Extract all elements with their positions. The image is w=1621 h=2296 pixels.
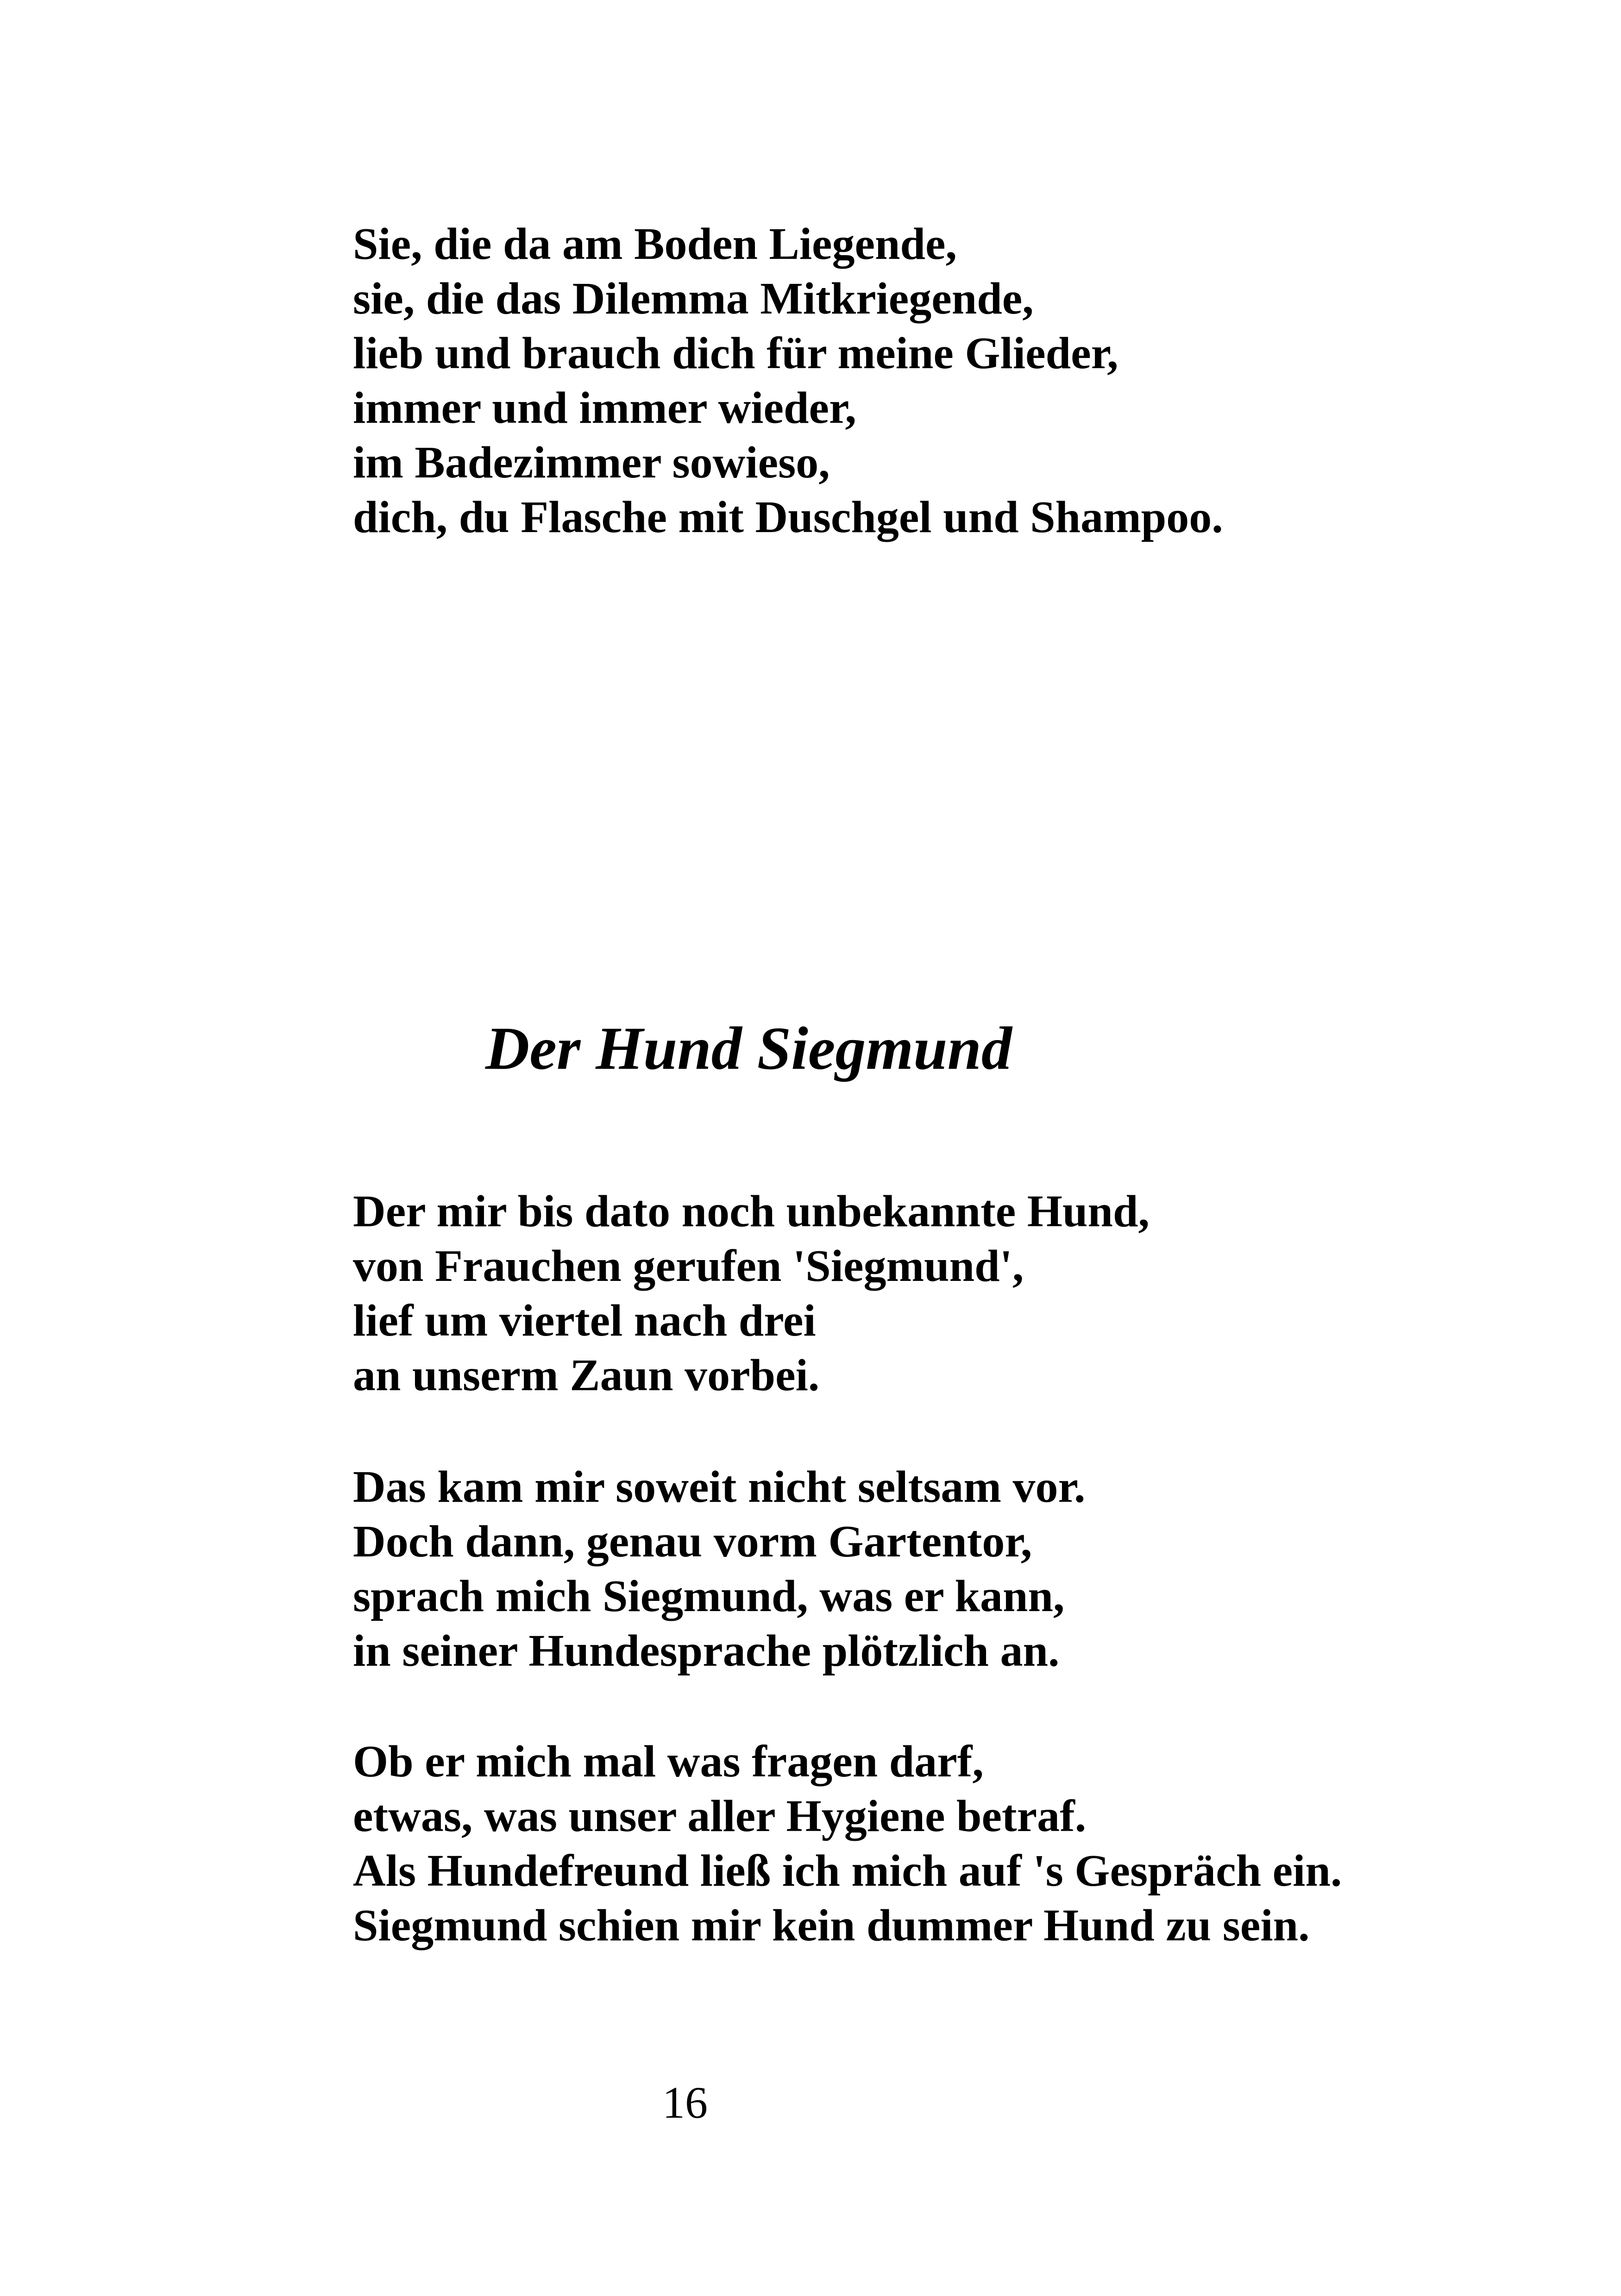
poem-line: Ob er mich mal was fragen darf,: [353, 1737, 984, 1787]
poem-line: lieb und brauch dich für meine Glieder,: [353, 328, 1118, 378]
poem-line: lief um viertel nach drei: [353, 1296, 816, 1346]
poem-line: von Frauchen gerufen 'Siegmund',: [353, 1241, 1024, 1291]
poem-line: Als Hundefreund ließ ich mich auf 's Gespräch ein.: [353, 1846, 1342, 1896]
poem-line: im Badezimmer sowieso,: [353, 438, 830, 488]
poem-line: Siegmund schien mir kein dummer Hund zu sein.: [353, 1901, 1310, 1951]
poem-stanza: [353, 1184, 1150, 1403]
poem-line: etwas, was unser aller Hygiene betraf.: [353, 1791, 1087, 1841]
poem-line: Das kam mir soweit nicht seltsam vor.: [353, 1462, 1086, 1512]
poem-line: an unserm Zaun vorbei.: [353, 1350, 820, 1400]
previous-poem-stanza: [353, 217, 1223, 545]
page-number: 16: [662, 2078, 708, 2128]
poem-stanza: [353, 1734, 1342, 1953]
poem-line: Doch dann, genau vorm Gartentor,: [353, 1517, 1032, 1567]
poem-line: sprach mich Siegmund, was er kann,: [353, 1571, 1065, 1621]
poem-line: in seiner Hundesprache plötzlich an.: [353, 1626, 1060, 1676]
poem-line: immer und immer wieder,: [353, 383, 856, 433]
poem-line: Sie, die da am Boden Liegende,: [353, 219, 957, 269]
poem-line: Der mir bis dato noch unbekannte Hund,: [353, 1186, 1150, 1236]
poem-line: dich, du Flasche mit Duschgel und Shampoo.: [353, 492, 1223, 542]
poem-title: Der Hund Siegmund: [485, 1014, 1012, 1082]
poem-stanza: [353, 1460, 1086, 1678]
poem-line: sie, die das Dilemma Mitkriegende,: [353, 274, 1034, 324]
